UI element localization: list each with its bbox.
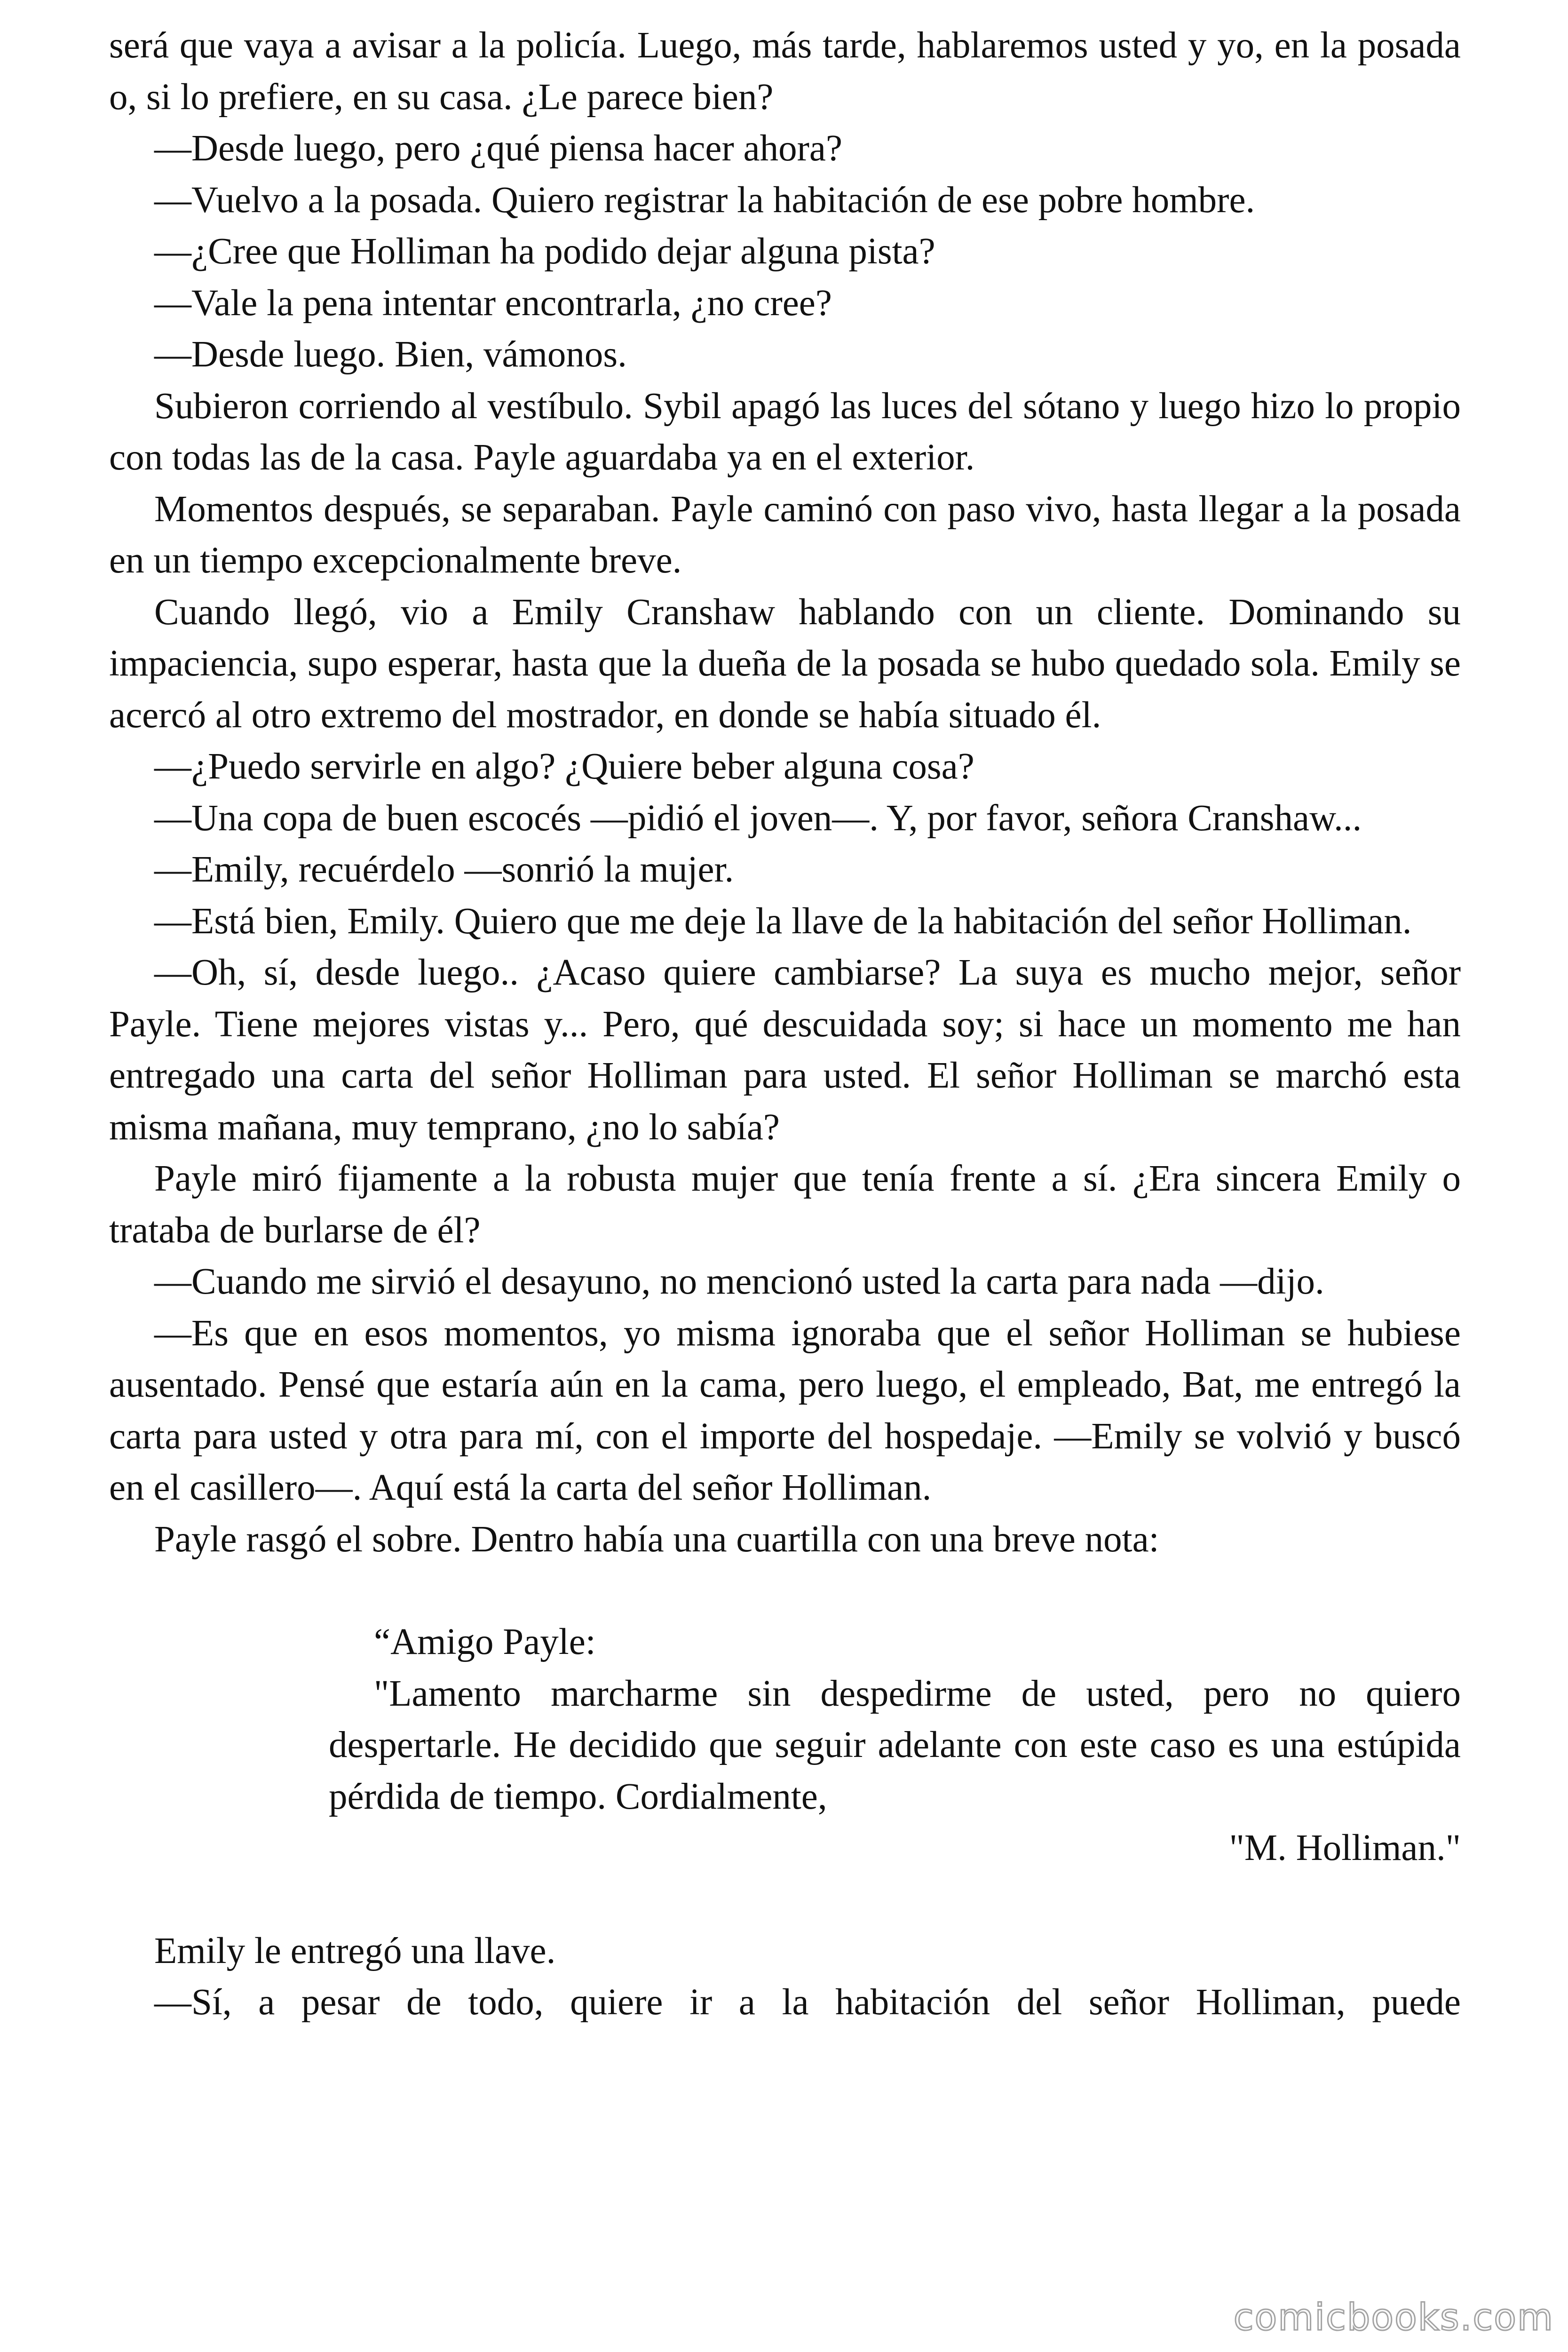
- paragraph: —Vale la pena intentar encontrarla, ¿no cree?: [154, 282, 832, 324]
- watermark: comicbooks.com: [1233, 2296, 1554, 2339]
- quoted-letter: [329, 1616, 1461, 1874]
- paragraph: Cuando llegó, vio a Emily Cranshaw hablando con un cliente. Dominando su impaciencia, supo esperar, hasta que la dueña de la posada se hubo quedado sola. Emily se acercó al otro extremo del mostrador, en donde se había situado él.: [109, 591, 1461, 736]
- paragraph: Payle miró fijamente a la robusta mujer que tenía frente a sí. ¿Era sincera Emily o trataba de burlarse de él?: [109, 1158, 1461, 1251]
- paragraph: —Una copa de buen escocés —pidió el joven—. Y, por favor, señora Cranshaw...: [154, 797, 1362, 839]
- paragraph: —Es que en esos momentos, yo misma ignoraba que el señor Holliman se hubiese ausentado. Pensé que estaría aún en la cama, pero luego, el empleado, Bat, me entregó la carta para usted y otra para mí, con el importe del hospedaje. —Emily se volvió y buscó en el casillero—. Aquí está la carta del señor Holliman.: [109, 1312, 1461, 1508]
- paragraph: Momentos después, se separaban. Payle caminó con paso vivo, hasta llegar a la posada en un tiempo excepcionalmente breve.: [109, 488, 1461, 581]
- paragraph: —Oh, sí, desde luego.. ¿Acaso quiere cambiarse? La suya es mucho mejor, señor Payle. Tiene mejores vistas y... Pero, qué descuidada soy; si hace un momento me han entregado una carta del señor Holliman para usted. El señor Holliman se marchó esta misma mañana, muy temprano, ¿no lo sabía?: [109, 952, 1461, 1148]
- paragraph: —¿Puedo servirle en algo? ¿Quiere beber alguna cosa?: [154, 746, 974, 787]
- paragraph: —Cuando me sirvió el desayuno, no mencionó usted la carta para nada —dijo.: [154, 1261, 1324, 1302]
- paragraph: —Está bien, Emily. Quiero que me deje la llave de la habitación del señor Holliman.: [154, 900, 1412, 942]
- paragraph: Subieron corriendo al vestíbulo. Sybil apagó las luces del sótano y luego hizo lo propio con todas las de la casa. Payle aguardaba ya en el exterior.: [109, 385, 1461, 478]
- paragraph: —¿Cree que Holliman ha podido dejar alguna pista?: [154, 231, 935, 272]
- text-block-bottom: [109, 1925, 1461, 2028]
- paragraph: Emily le entregó una llave.: [154, 1930, 556, 1971]
- paragraph: —Sí, a pesar de todo, quiere ir a la habitación del señor Holliman, puede: [154, 1982, 1461, 2023]
- paragraph: —Desde luego. Bien, vámonos.: [154, 334, 627, 375]
- letter-salutation: “Amigo Payle:: [374, 1621, 596, 1662]
- paragraph: —Emily, recuérdelo —sonrió la mujer.: [154, 849, 734, 890]
- letter-signature: "M. Holliman.": [1229, 1828, 1461, 1868]
- paragraph: —Desde luego, pero ¿qué piensa hacer ahora?: [154, 128, 843, 169]
- paragraph: será que vaya a avisar a la policía. Luego, más tarde, hablaremos usted y yo, en la posada o, si lo prefiere, en su casa. ¿Le parece bien?: [109, 25, 1461, 118]
- page-body: [109, 20, 1461, 2028]
- text-block-top: [109, 20, 1461, 1565]
- paragraph: Payle rasgó el sobre. Dentro había una cuartilla con una breve nota:: [154, 1518, 1159, 1560]
- letter-body: "Lamento marcharme sin despedirme de usted, pero no quiero despertarle. He decidido que seguir adelante con este caso es una estúpida pérdida de tiempo. Cordialmente,: [329, 1673, 1461, 1817]
- paragraph: —Vuelvo a la posada. Quiero registrar la habitación de ese pobre hombre.: [154, 179, 1255, 221]
